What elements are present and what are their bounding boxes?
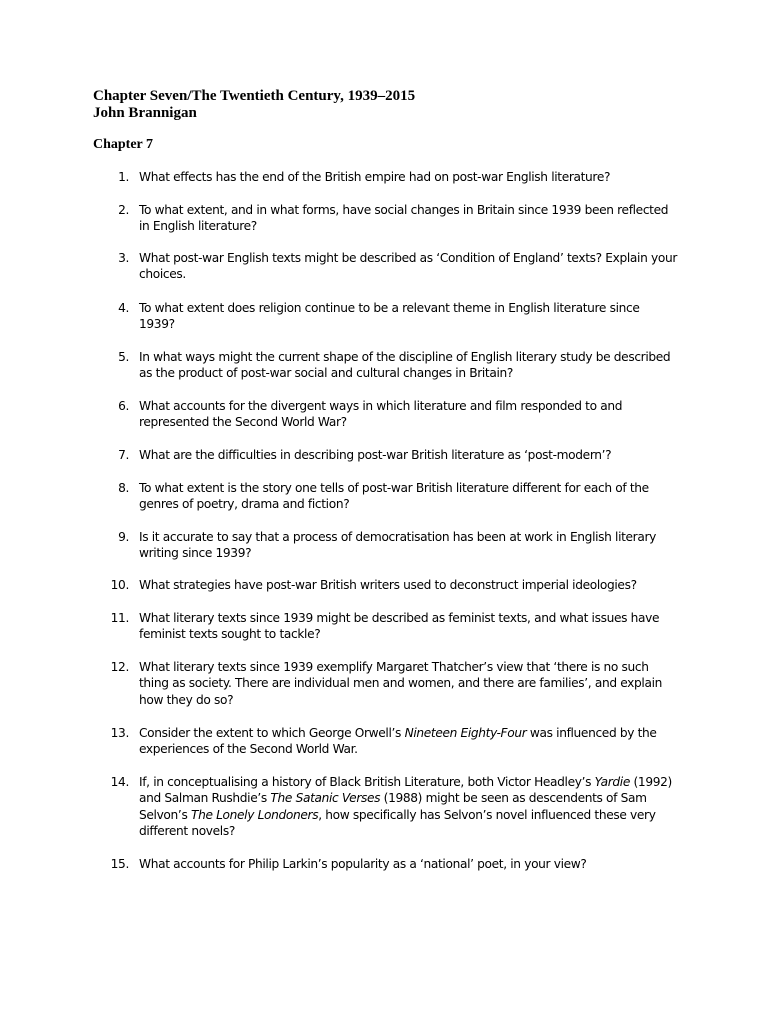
document-author: John Brannigan xyxy=(93,104,197,121)
text-run: What are the difficulties in describing post-war British literature as ‘post-modern’? xyxy=(139,448,612,462)
document-heading xyxy=(93,88,415,121)
text-run: What accounts for Philip Larkin’s popularity as a ‘national’ poet, in your view? xyxy=(139,857,587,871)
question-text-line xyxy=(139,218,679,234)
text-run: What post-war English texts might be described as ‘Condition of England’ texts? Explain your xyxy=(139,251,677,265)
question-number: 9. xyxy=(118,530,129,544)
text-run: What literary texts since 1939 might be described as feminist texts, and what issues have xyxy=(139,611,660,625)
question-text xyxy=(139,610,679,643)
text-run: What literary texts since 1939 exemplify Margaret Thatcher’s view that ‘there is no such xyxy=(139,660,649,674)
question-text-line xyxy=(139,480,679,496)
question-text-line xyxy=(139,659,679,675)
question-text-line xyxy=(139,365,679,381)
question-text-line xyxy=(139,545,679,561)
question-number: 13. xyxy=(110,726,129,740)
question-text-line xyxy=(139,316,679,332)
question-text-line xyxy=(139,398,679,414)
question-text xyxy=(139,725,679,758)
text-run: as the product of post-war social and cultural changes in Britain? xyxy=(139,366,513,381)
text-run: Selvon’s xyxy=(139,807,191,822)
text-run: in English literature? xyxy=(139,219,257,234)
text-run: choices. xyxy=(139,267,186,282)
question-text-line xyxy=(139,741,679,757)
question-text-line xyxy=(139,692,679,708)
question-text-line xyxy=(139,823,679,839)
question-text xyxy=(139,529,679,562)
text-run: Is it accurate to say that a process of democratisation has been at work in English literary xyxy=(139,530,656,544)
question-text-line xyxy=(139,414,679,430)
chapter-label: Chapter 7 xyxy=(93,137,154,152)
question-number: 4. xyxy=(118,301,129,315)
text-run: What strategies have post-war British writers used to deconstruct imperial ideologies? xyxy=(139,578,637,592)
text-run: genres of poetry, drama and fiction? xyxy=(139,497,350,512)
text-run: 1939? xyxy=(139,317,175,332)
text-run: , how specifically has Selvon’s novel influenced these very xyxy=(318,807,656,822)
document-title: Chapter Seven/The Twentieth Century, 1939–2015 xyxy=(93,88,416,104)
question-text-line xyxy=(139,725,679,741)
question-text xyxy=(139,577,679,593)
question-number: 3. xyxy=(118,251,129,265)
text-run: (1988) might be seen as descendents of Sam xyxy=(380,791,647,806)
question-text xyxy=(139,169,679,185)
italic-title: The Lonely Londoners xyxy=(190,807,319,822)
text-run: (1992) xyxy=(629,775,672,789)
question-text xyxy=(139,398,679,431)
question-text-line xyxy=(139,529,679,545)
question-text-line xyxy=(139,610,679,626)
italic-title: The Satanic Verses xyxy=(270,791,381,806)
text-run: thing as society. There are individual men and women, and there are families’, and explain xyxy=(139,676,662,691)
question-text-line xyxy=(139,807,679,823)
question-text-line xyxy=(139,774,679,790)
question-text-line xyxy=(139,496,679,512)
question-text xyxy=(139,349,679,382)
italic-title: Nineteen Eighty-Four xyxy=(404,726,527,740)
question-text-line xyxy=(139,626,679,642)
text-run: To what extent does religion continue to be a relevant theme in English literature since xyxy=(139,301,640,315)
text-run: In what ways might the current shape of the discipline of English literary study be described xyxy=(139,350,671,364)
question-text-line xyxy=(139,202,679,218)
question-text-line xyxy=(139,856,679,872)
question-text xyxy=(139,856,679,872)
question-text xyxy=(139,250,679,283)
question-text xyxy=(139,447,679,463)
question-text xyxy=(139,480,679,513)
question-number: 11. xyxy=(110,611,129,625)
text-run: What accounts for the divergent ways in which literature and film responded to and xyxy=(139,399,623,413)
question-number: 5. xyxy=(118,350,129,364)
text-run: Consider the extent to which George Orwell’s xyxy=(139,726,405,740)
text-run: was influenced by the xyxy=(526,726,657,740)
question-text xyxy=(139,202,679,235)
question-text xyxy=(139,300,679,333)
question-number: 8. xyxy=(118,481,129,495)
question-number: 10. xyxy=(110,578,129,592)
text-run: If, in conceptualising a history of Black British Literature, both Victor Headley’s xyxy=(139,775,595,789)
text-run: different novels? xyxy=(139,824,235,839)
question-text-line xyxy=(139,169,679,185)
question-text xyxy=(139,774,679,840)
question-number: 15. xyxy=(110,857,129,871)
text-run: experiences of the Second World War. xyxy=(139,742,358,757)
text-run: represented the Second World War? xyxy=(139,415,347,430)
text-run: how they do so? xyxy=(139,692,234,707)
question-number: 2. xyxy=(118,203,129,217)
question-number: 12. xyxy=(110,660,129,674)
question-text-line xyxy=(139,577,679,593)
question-text xyxy=(139,659,679,708)
question-text-line xyxy=(139,790,679,806)
question-text-line xyxy=(139,266,679,282)
text-run: feminist texts sought to tackle? xyxy=(139,627,321,642)
text-run: What effects has the end of the British empire had on post-war English literature? xyxy=(139,170,611,184)
question-text-line xyxy=(139,250,679,266)
italic-title: Yardie xyxy=(594,775,630,789)
text-run: To what extent is the story one tells of post-war British literature different for each of the xyxy=(139,481,649,495)
question-number: 1. xyxy=(118,170,129,184)
question-number: 14. xyxy=(110,775,129,789)
text-run: writing since 1939? xyxy=(139,546,252,561)
text-run: and Salman Rushdie’s xyxy=(139,791,271,806)
question-text-line xyxy=(139,447,679,463)
question-text-line xyxy=(139,675,679,691)
question-number: 7. xyxy=(118,448,129,462)
text-run: To what extent, and in what forms, have social changes in Britain since 1939 been reflected xyxy=(139,203,669,217)
question-text-line xyxy=(139,349,679,365)
question-number: 6. xyxy=(118,399,129,413)
question-text-line xyxy=(139,300,679,316)
